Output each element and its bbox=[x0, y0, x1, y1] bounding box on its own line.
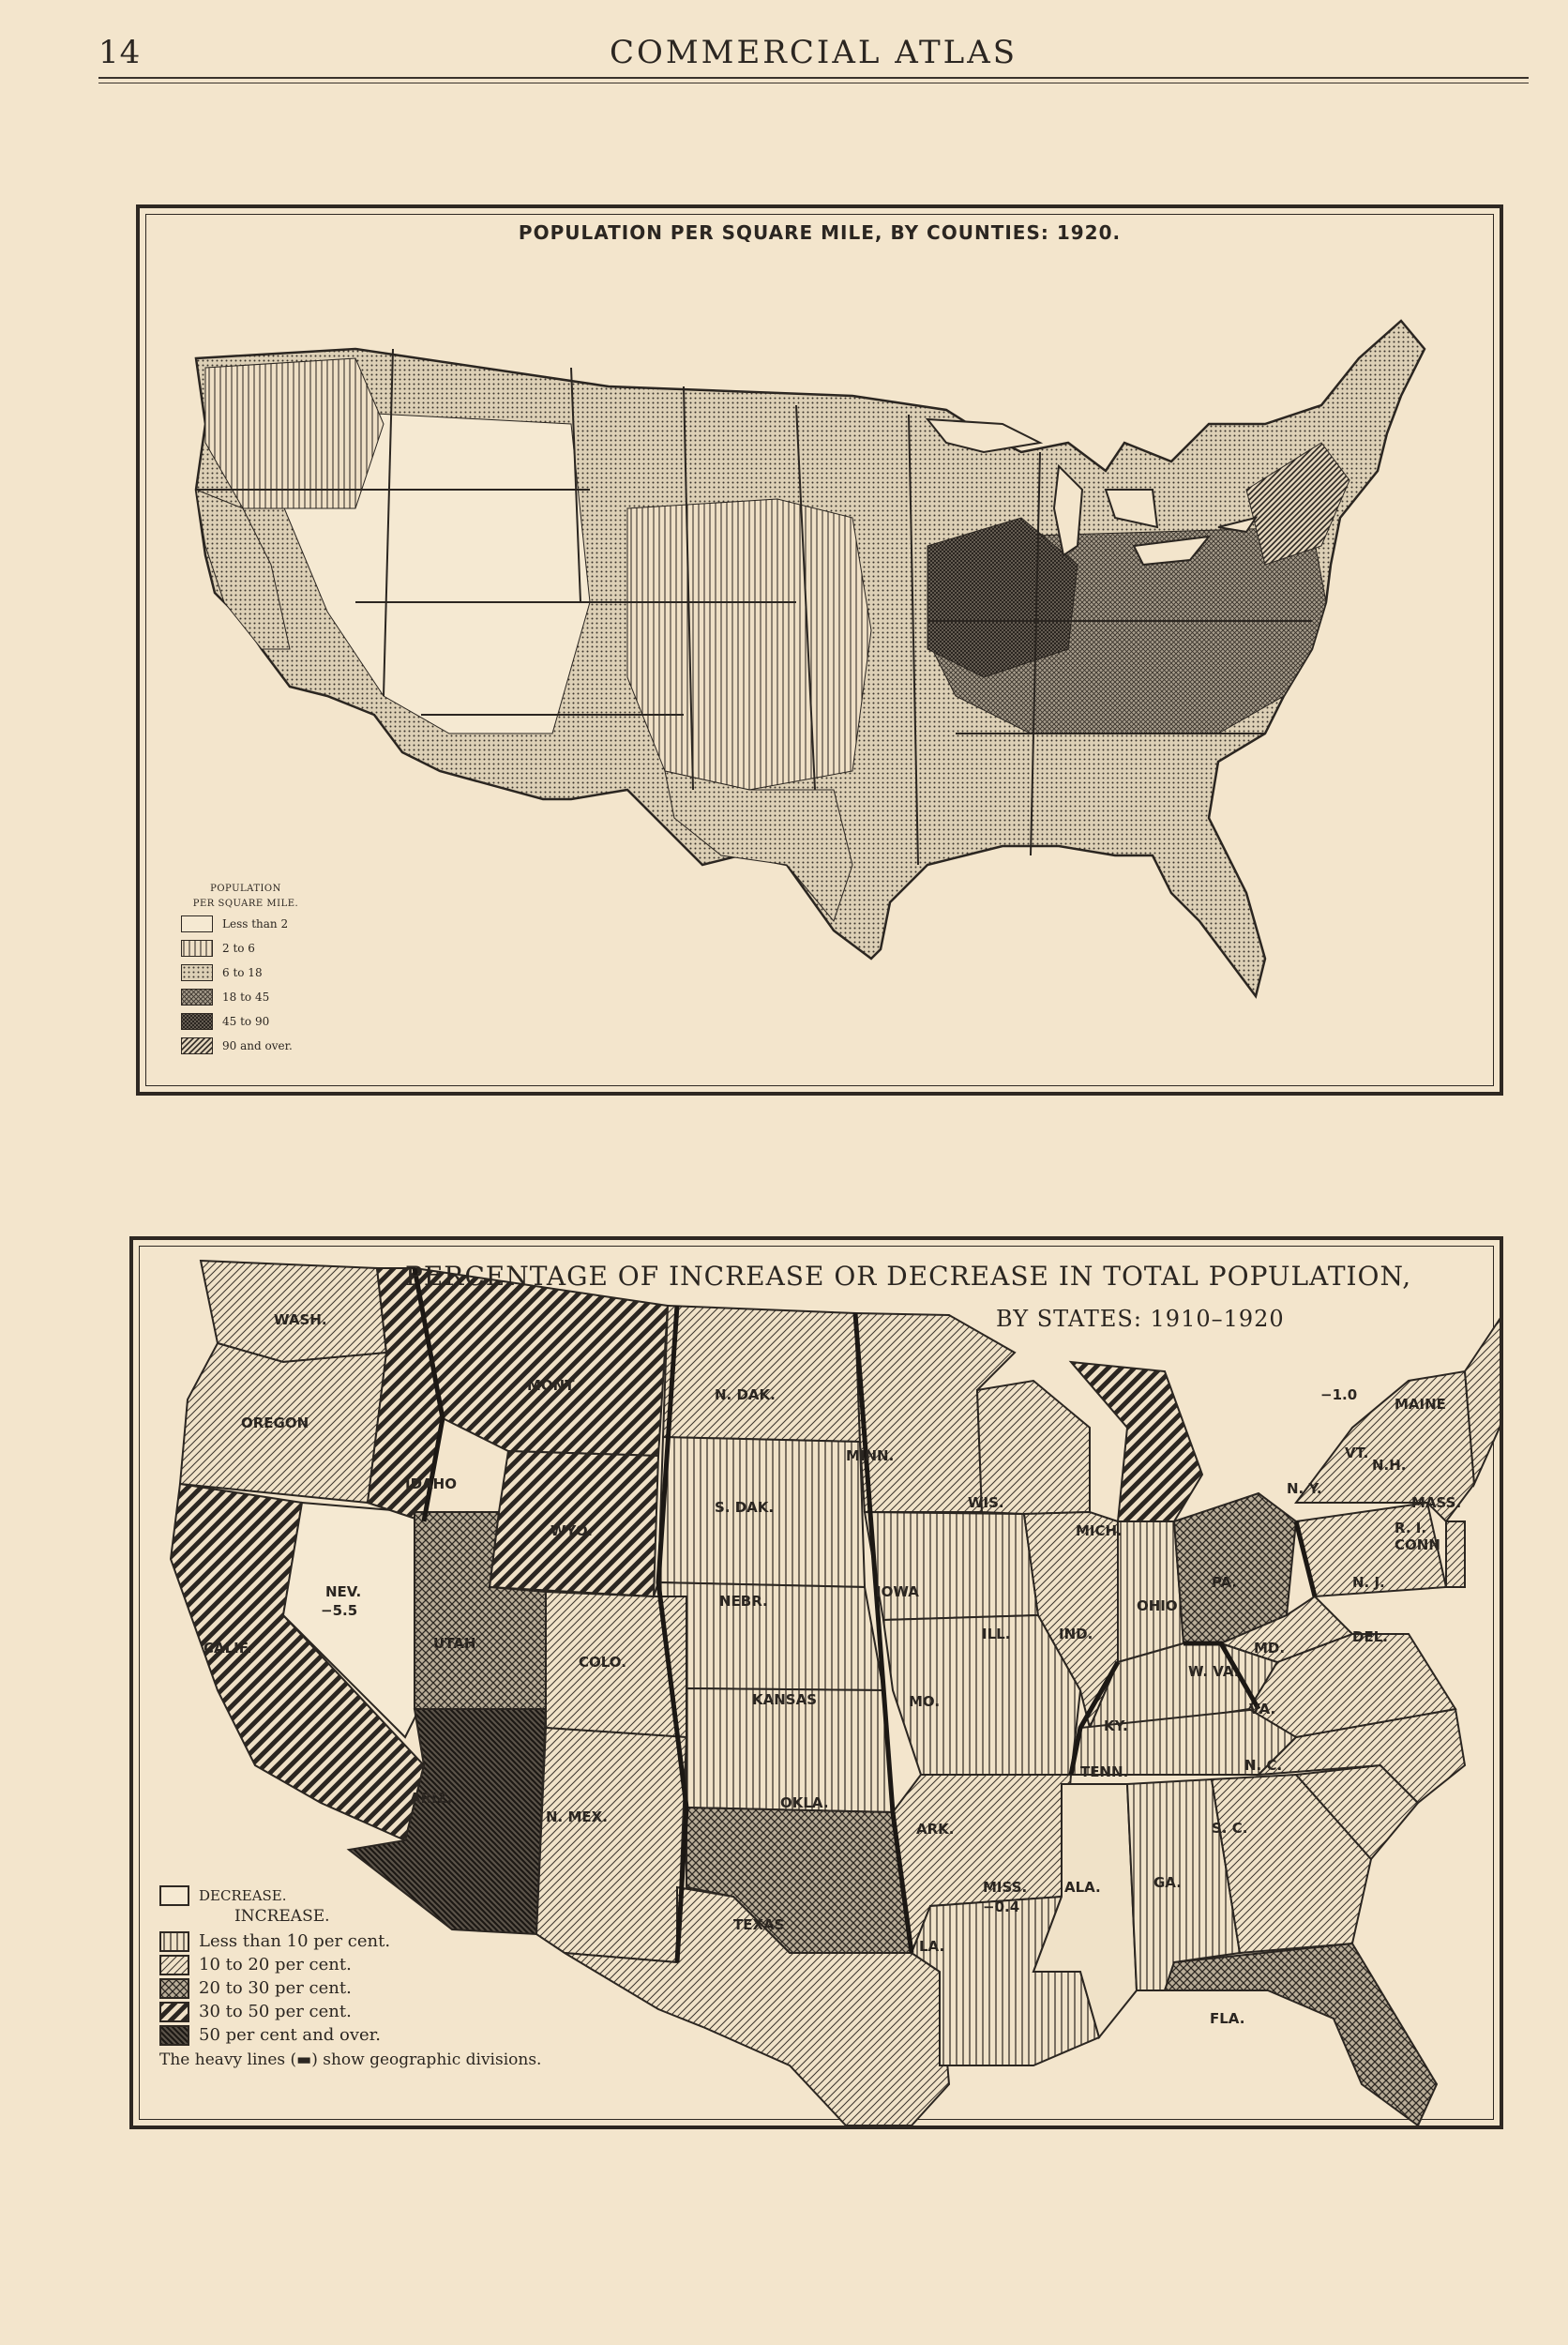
legend-label: 45 to 90 bbox=[222, 1015, 270, 1028]
legend-label: 90 and over. bbox=[222, 1039, 293, 1052]
label-vt-value: −1.0 bbox=[1320, 1386, 1358, 1403]
label-va: VA. bbox=[1249, 1701, 1276, 1717]
swatch-vertical-lines bbox=[159, 1931, 189, 1952]
label-mass: MASS. bbox=[1411, 1494, 1462, 1511]
legend-label: 10 to 20 per cent. bbox=[199, 1955, 352, 1974]
label-wash: WASH. bbox=[274, 1311, 327, 1328]
state-nebraska bbox=[654, 1582, 883, 1690]
change-legend bbox=[159, 1884, 610, 2069]
swatch-dense-crosshatch bbox=[181, 1013, 213, 1030]
label-del: DEL. bbox=[1352, 1628, 1388, 1645]
label-mont: MONT. bbox=[527, 1377, 578, 1394]
label-maine: MAINE bbox=[1395, 1396, 1446, 1413]
label-ga: GA. bbox=[1153, 1874, 1182, 1891]
label-ky: KY. bbox=[1104, 1717, 1128, 1734]
legend-item bbox=[181, 936, 344, 961]
swatch-blank bbox=[159, 1885, 189, 1906]
label-ohio: OHIO bbox=[1137, 1597, 1178, 1614]
density-legend bbox=[175, 882, 344, 1058]
legend-item bbox=[181, 985, 344, 1009]
swatch-dense-backslash bbox=[159, 2025, 189, 2046]
state-new-jersey bbox=[1446, 1521, 1465, 1587]
label-ndak: N. DAK. bbox=[715, 1386, 776, 1403]
label-ny: N. Y. bbox=[1287, 1480, 1322, 1497]
legend-decrease bbox=[159, 1884, 610, 1907]
label-okla: OKLA. bbox=[780, 1794, 829, 1811]
state-indiana bbox=[1118, 1521, 1184, 1662]
label-tenn: TENN. bbox=[1080, 1763, 1129, 1780]
legend-item bbox=[159, 2000, 610, 2023]
label-wis: WIS. bbox=[968, 1494, 1004, 1511]
zone-plains bbox=[627, 499, 871, 790]
state-north-dakota bbox=[663, 1306, 860, 1442]
label-colo: COLO. bbox=[579, 1654, 626, 1671]
label-md: MD. bbox=[1254, 1640, 1286, 1657]
label-ark: ARK. bbox=[916, 1821, 955, 1838]
label-nc: N. C. bbox=[1244, 1757, 1283, 1774]
label-nj: N. J. bbox=[1352, 1574, 1385, 1591]
label-miss: MISS. bbox=[983, 1879, 1028, 1896]
page-number: 14 bbox=[98, 34, 142, 71]
label-fla: FLA. bbox=[1210, 2010, 1245, 2027]
legend-label: Less than 2 bbox=[222, 917, 289, 930]
label-ala: ALA. bbox=[1064, 1879, 1101, 1896]
legend-label: 2 to 6 bbox=[222, 942, 255, 955]
map2-title-line1: PERCENTAGE OF INCREASE OR DECREASE IN TOTAL POPULATION, bbox=[405, 1261, 1412, 1292]
legend-label: 6 to 18 bbox=[222, 966, 263, 979]
label-sdak: S. DAK. bbox=[715, 1499, 775, 1516]
swatch-crosshatch bbox=[159, 1978, 189, 1999]
legend-label: 50 per cent and over. bbox=[199, 2025, 381, 2045]
legend-title-line1: POPULATION bbox=[210, 884, 281, 894]
header-rule bbox=[98, 77, 1529, 79]
label-ariz: ARIZ. bbox=[410, 1790, 453, 1807]
label-iowa: IOWA bbox=[876, 1583, 919, 1600]
swatch-light-diagonal bbox=[159, 1955, 189, 1975]
legend-label: 30 to 50 per cent. bbox=[199, 2002, 352, 2021]
label-nev-value: −5.5 bbox=[321, 1602, 358, 1619]
legend-increase-heading: INCREASE. bbox=[234, 1907, 330, 1926]
label-oregon: OREGON bbox=[241, 1415, 309, 1431]
state-florida bbox=[1165, 1944, 1437, 2126]
label-nebr: NEBR. bbox=[719, 1593, 768, 1610]
population-change-map bbox=[129, 1236, 1503, 2129]
label-calif: CALIF. bbox=[204, 1640, 252, 1657]
legend-item bbox=[181, 961, 344, 985]
state-montana bbox=[415, 1268, 668, 1456]
label-vt: VT. bbox=[1345, 1445, 1369, 1461]
label-mo: MO. bbox=[909, 1693, 941, 1710]
label-miss-value: −0.4 bbox=[983, 1899, 1020, 1915]
legend-label: 20 to 30 per cent. bbox=[199, 1978, 352, 1998]
label-wva: W. VA. bbox=[1188, 1663, 1240, 1680]
label-pa: PA. bbox=[1212, 1574, 1238, 1591]
swatch-heavy-diagonal bbox=[159, 2002, 189, 2022]
label-ill: ILL. bbox=[982, 1626, 1011, 1642]
legend-title-line2: PER SQUARE MILE. bbox=[192, 899, 299, 909]
legend-item bbox=[181, 1009, 344, 1034]
zone-northwest bbox=[205, 358, 384, 508]
legend-item bbox=[181, 912, 344, 936]
swatch-crosshatch bbox=[181, 989, 213, 1006]
state-iowa bbox=[865, 1512, 1038, 1620]
legend-item bbox=[181, 1034, 344, 1058]
label-nev: NEV. bbox=[325, 1583, 362, 1600]
label-kansas: KANSAS bbox=[752, 1691, 818, 1708]
swatch-fine-dots bbox=[181, 964, 213, 981]
map1-title: POPULATION PER SQUARE MILE, BY COUNTIES: 1920. bbox=[518, 221, 1122, 244]
label-sc: S. C. bbox=[1212, 1820, 1248, 1837]
label-utah: UTAH bbox=[433, 1635, 476, 1652]
map2-title-line2: BY STATES: 1910–1920 bbox=[996, 1306, 1285, 1332]
legend-item bbox=[159, 1929, 610, 1953]
page-header bbox=[98, 28, 1529, 84]
running-title: COMMERCIAL ATLAS bbox=[609, 34, 1018, 71]
swatch-vertical-lines bbox=[181, 940, 213, 957]
legend-item bbox=[159, 1976, 610, 2000]
legend-item bbox=[159, 1953, 610, 1976]
legend-label: 18 to 45 bbox=[222, 991, 270, 1004]
label-mich: MICH. bbox=[1076, 1522, 1123, 1539]
population-density-map bbox=[136, 204, 1503, 1096]
label-nh: N.H. bbox=[1372, 1457, 1407, 1474]
label-ind: IND. bbox=[1059, 1626, 1093, 1642]
label-nmex: N. MEX. bbox=[546, 1808, 608, 1825]
label-idaho: IDAHO bbox=[405, 1475, 457, 1492]
legend-note: The heavy lines (▬) show geographic divisions. bbox=[159, 2050, 542, 2069]
legend-decrease-label: DECREASE. bbox=[199, 1886, 287, 1904]
label-ri: R. I. bbox=[1395, 1520, 1427, 1536]
swatch-diagonal-lines bbox=[181, 1037, 213, 1054]
label-la: LA. bbox=[919, 1938, 945, 1955]
label-wyo: WYO. bbox=[550, 1522, 593, 1539]
label-minn: MINN. bbox=[846, 1447, 895, 1464]
legend-item bbox=[159, 2023, 610, 2047]
label-texas: TEXAS bbox=[733, 1916, 785, 1933]
swatch-blank bbox=[181, 915, 213, 932]
label-conn: CONN bbox=[1395, 1536, 1440, 1553]
legend-label: Less than 10 per cent. bbox=[199, 1931, 391, 1951]
